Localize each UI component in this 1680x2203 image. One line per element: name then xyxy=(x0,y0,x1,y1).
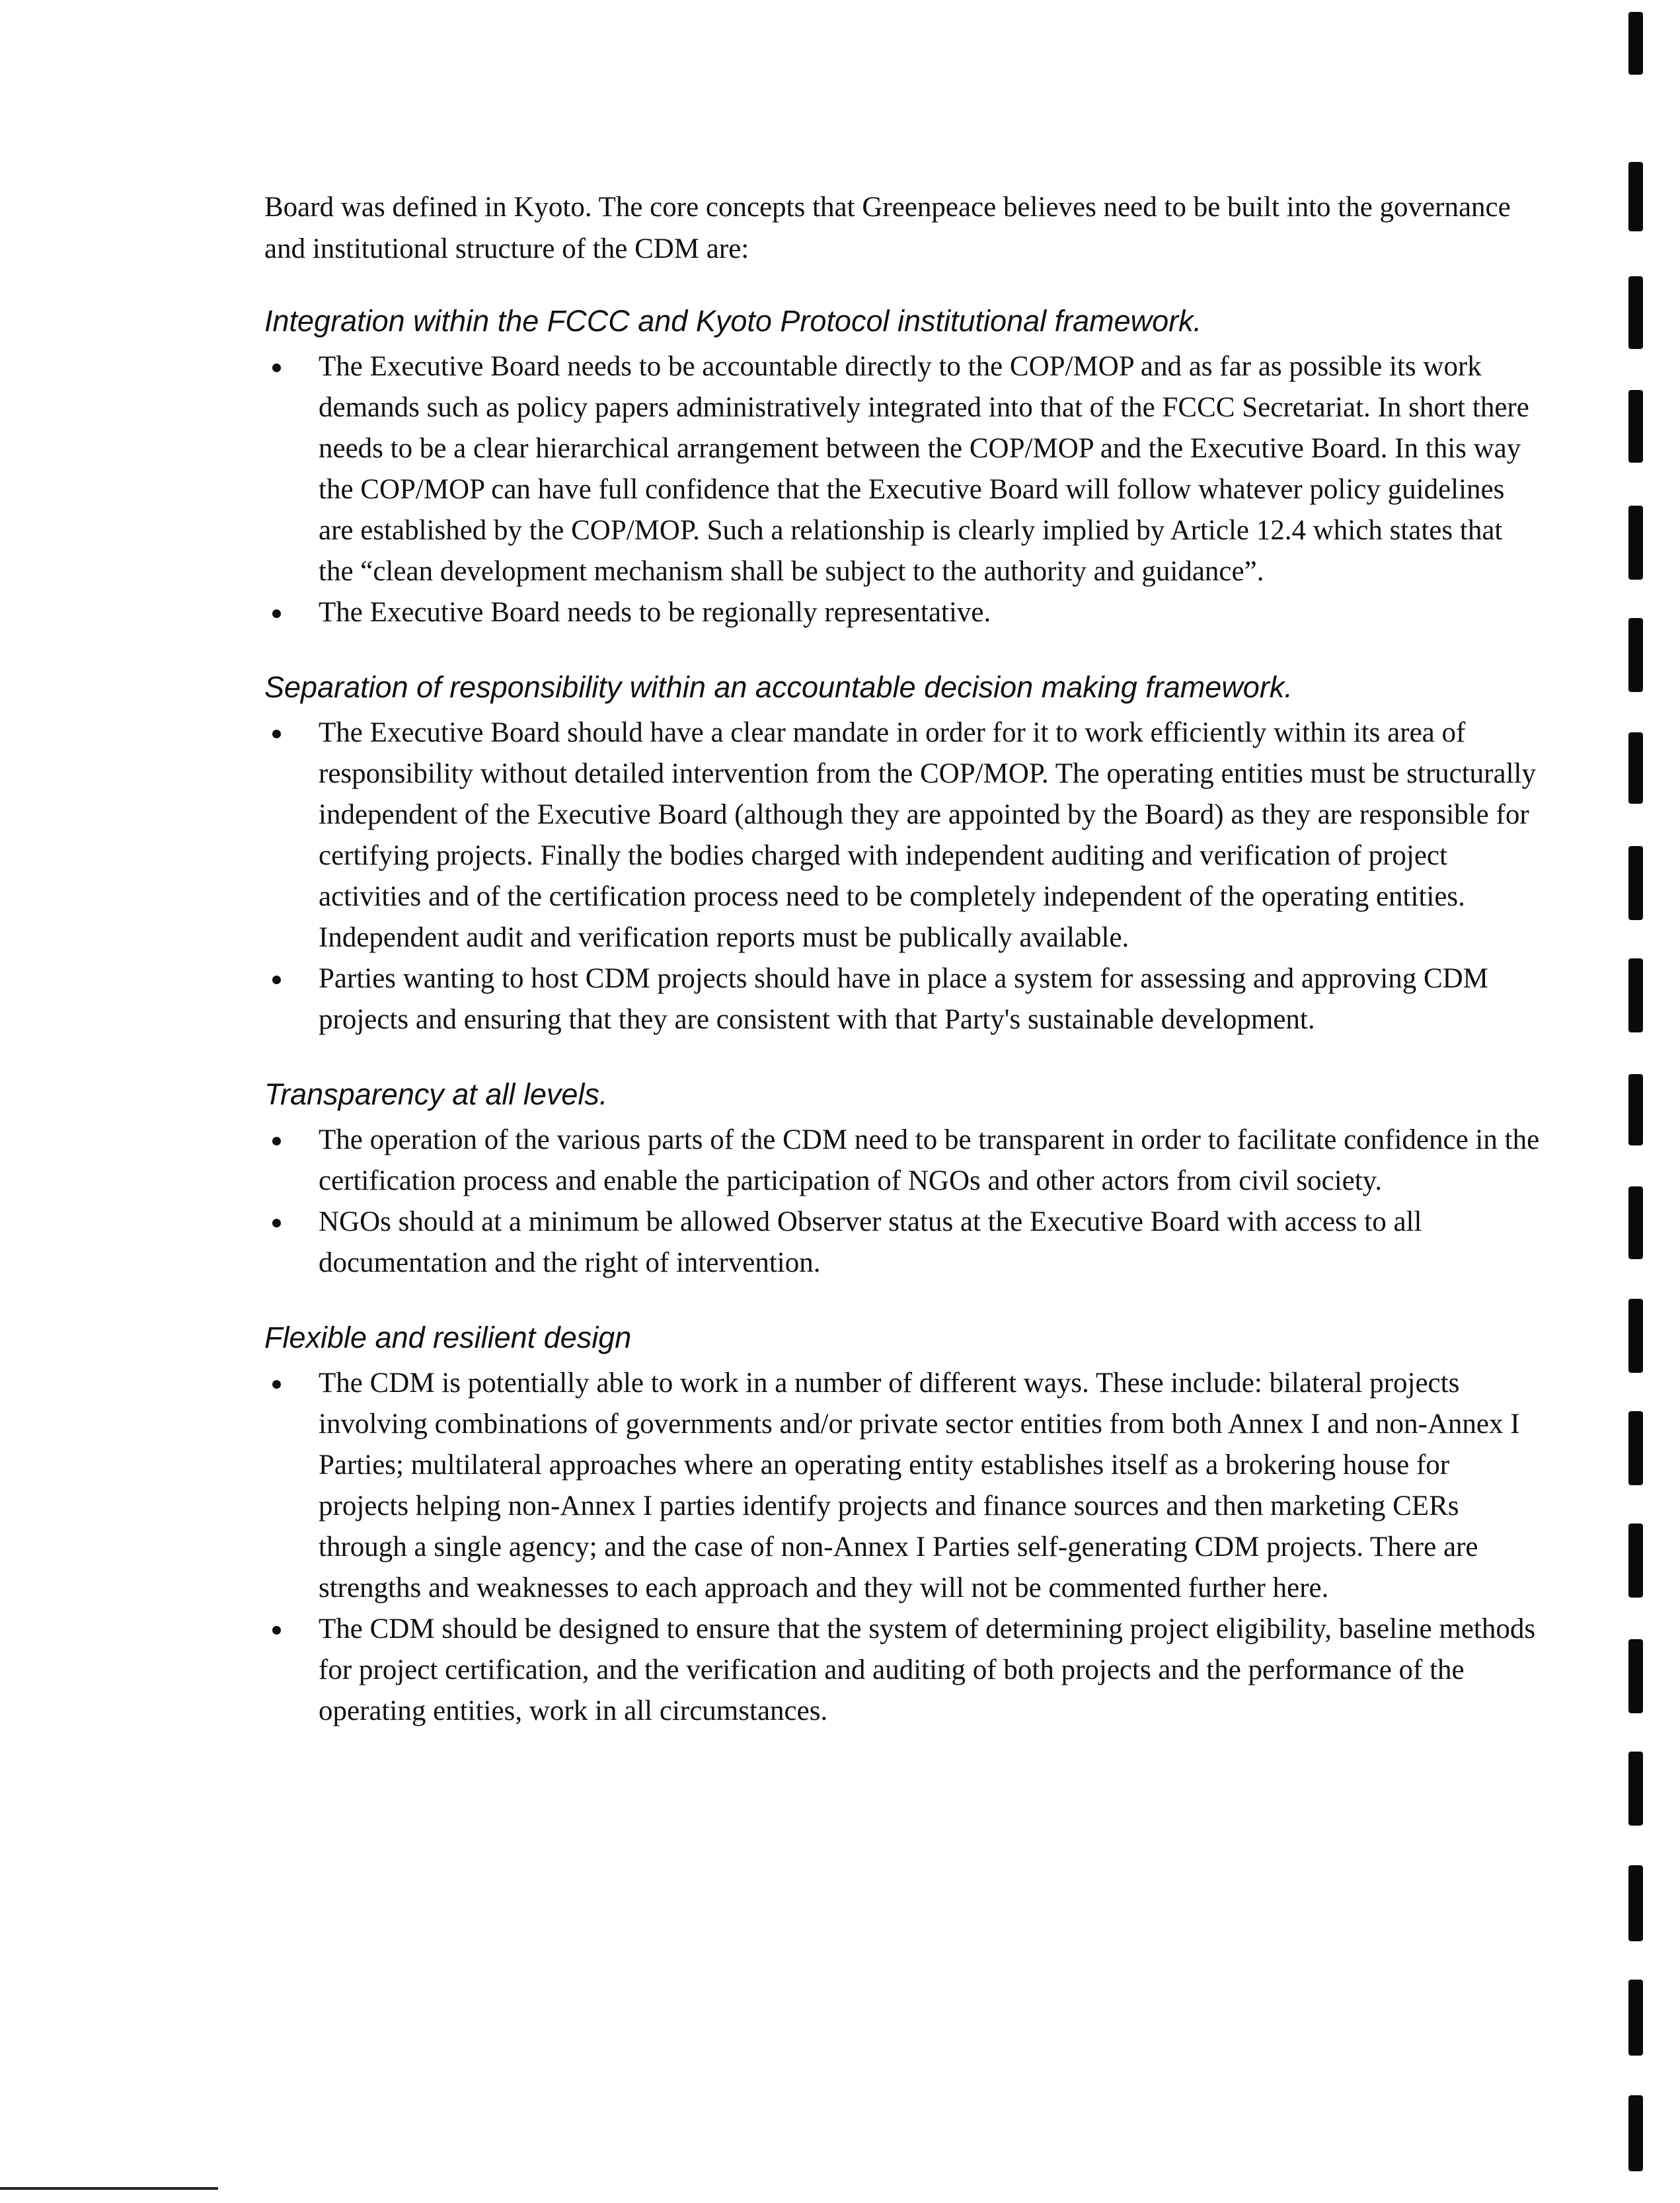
list-item xyxy=(264,592,1540,633)
list-item-text: The Executive Board needs to be regionally representative. xyxy=(319,597,991,628)
section-heading: Transparency at all levels. xyxy=(264,1077,608,1111)
binding-hole-mark xyxy=(1628,12,1643,75)
bullet-list xyxy=(264,346,1540,633)
bullet-list xyxy=(264,1120,1540,1284)
list-item-text: NGOs should at a minimum be allowed Observer status at the Executive Board with access to all documentation and the right of intervention. xyxy=(319,1206,1422,1278)
section-transparency xyxy=(264,1075,1540,1284)
list-item xyxy=(264,346,1540,592)
bullet-icon xyxy=(272,1219,281,1227)
bullet-icon xyxy=(272,976,281,984)
list-item xyxy=(264,1363,1540,1609)
bullet-icon xyxy=(272,1626,281,1635)
list-item xyxy=(264,958,1540,1040)
binding-hole-mark xyxy=(1628,1074,1643,1145)
bullet-icon xyxy=(272,1380,281,1389)
binding-hole-mark xyxy=(1628,846,1643,920)
list-item-text: The Executive Board should have a clear mandate in order for it to work efficiently within its area of responsibility without detailed intervention from the COP/MOP. The operating entities must be structurally independent of the Executive Board (although they are appointed by the Board) as they are responsible for certifying projects. Finally the bodies charged with independent auditing and verification of project activities and of the certification process need to be completely independent of the operating entities. Independent audit and verification reports must be publically available. xyxy=(319,717,1536,953)
list-item xyxy=(264,1609,1540,1732)
bullet-list xyxy=(264,1363,1540,1732)
list-item xyxy=(264,713,1540,958)
binding-hole-mark xyxy=(1628,506,1643,580)
section-flexible xyxy=(264,1318,1540,1732)
binding-strip xyxy=(1601,0,1680,2203)
binding-hole-mark xyxy=(1628,390,1643,463)
list-item-text: The operation of the various parts of the CDM need to be transparent in order to facilitate confidence in the certification process and enable the participation of NGOs and other actors from civil society. xyxy=(319,1124,1540,1196)
section-heading: Integration within the FCCC and Kyoto Protocol institutional framework. xyxy=(264,304,1202,338)
section-heading: Flexible and resilient design xyxy=(264,1321,632,1354)
section-integration xyxy=(264,301,1540,633)
binding-hole-mark xyxy=(1628,2095,1643,2171)
binding-hole-mark xyxy=(1628,618,1643,692)
list-item xyxy=(264,1202,1540,1284)
list-item xyxy=(264,1120,1540,1202)
bullet-icon xyxy=(272,609,281,618)
binding-hole-mark xyxy=(1628,1186,1643,1259)
bullet-icon xyxy=(272,364,281,372)
bullet-list xyxy=(264,713,1540,1040)
intro-paragraph: Board was defined in Kyoto. The core concepts that Greenpeace believes need to be built into the governance and institutional structure of the CDM are: xyxy=(264,192,1511,264)
binding-hole-mark xyxy=(1628,1524,1643,1598)
binding-hole-mark xyxy=(1628,1980,1643,2056)
binding-hole-mark xyxy=(1628,732,1643,804)
section-separation xyxy=(264,668,1540,1040)
bottom-rule xyxy=(0,2187,218,2190)
binding-hole-mark xyxy=(1628,1299,1643,1373)
list-item-text: The Executive Board needs to be accountable directly to the COP/MOP and as far as possible its work demands such as policy papers administratively integrated into that of the FCCC Secretariat. In short there needs to be a clear hierarchical arrangement between the COP/MOP and the Executive Board. In this way the COP/MOP can have full confidence that the Executive Board will follow whatever policy guidelines are established by the COP/MOP. Such a relationship is clearly implied by Article 12.4 which states that the “clean development mechanism shall be subject to the authority and guidance”. xyxy=(319,351,1529,587)
bullet-icon xyxy=(272,730,281,738)
binding-hole-mark xyxy=(1628,276,1643,349)
binding-hole-mark xyxy=(1628,162,1643,231)
text-column xyxy=(264,186,1540,1766)
section-heading: Separation of responsibility within an accountable decision making framework. xyxy=(264,670,1293,704)
binding-hole-mark xyxy=(1628,1411,1643,1485)
bullet-icon xyxy=(272,1137,281,1145)
binding-hole-mark xyxy=(1628,958,1643,1032)
binding-hole-mark xyxy=(1628,1752,1643,1826)
list-item-text: The CDM should be designed to ensure that the system of determining project eligibility, baseline methods for project certification, and the verification and auditing of both projects and the performance of the operating entities, work in all circumstances. xyxy=(319,1613,1536,1726)
binding-hole-mark xyxy=(1628,1865,1643,1941)
binding-hole-mark xyxy=(1628,1639,1643,1713)
list-item-text: The CDM is potentially able to work in a number of different ways. These include: bilateral projects involving combinations of governments and/or private sector entities from both Annex I and non-Annex I Parties; multilateral approaches where an operating entity establishes itself as a brokering house for projects helping non-Annex I parties identify projects and finance sources and then marketing CERs through a single agency; and the case of non-Annex I Parties self-generating CDM projects. There are strengths and weaknesses to each approach and they will not be commented further here. xyxy=(319,1368,1520,1604)
list-item-text: Parties wanting to host CDM projects should have in place a system for assessing and approving CDM projects and ensuring that they are consistent with that Party's sustainable development. xyxy=(319,963,1488,1035)
